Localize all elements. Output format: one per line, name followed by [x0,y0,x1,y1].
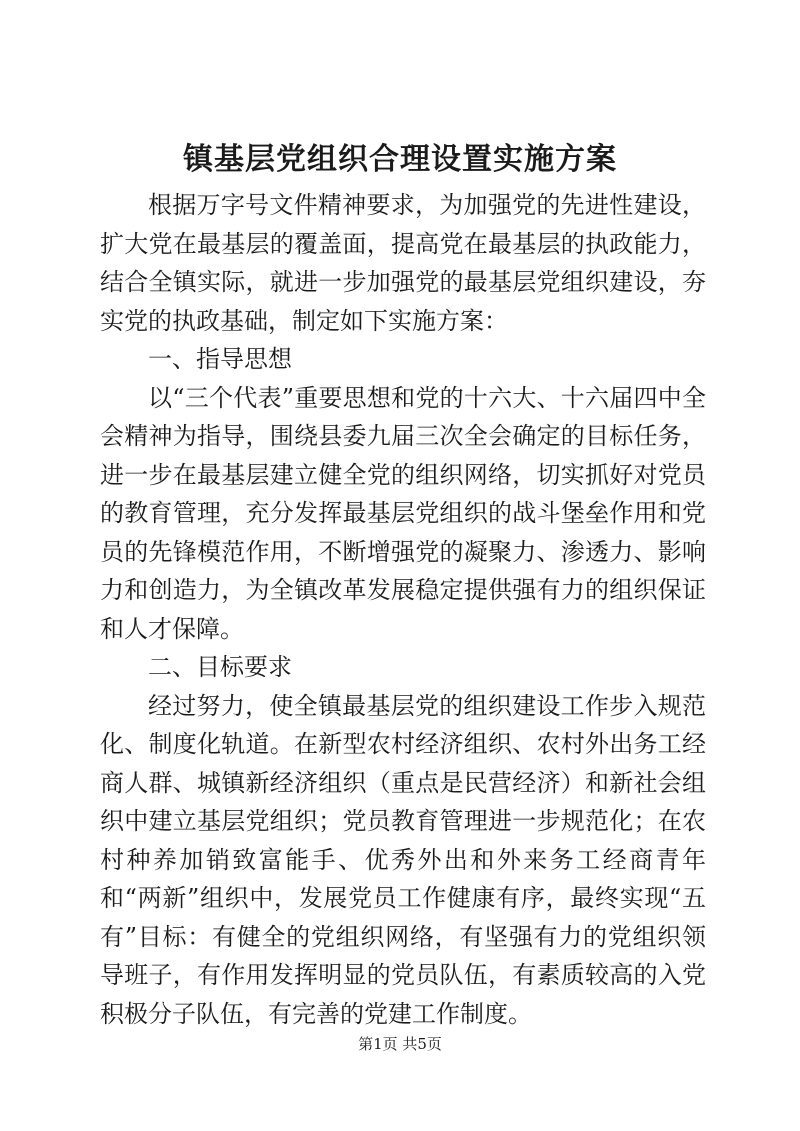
document-title: 镇基层党组织合理设置实施方案 [183,142,617,177]
guiding-ideology-paragraph: 以“三个代表”重要思想和党的十六大、十六届四中全会精神为指导，围绕县委九届三次全会确定的目标任务，进一步在最基层建立健全党的组织网络，切实抓好对党员的教育管理，充分发挥最基层党组织的战斗堡垒作用和党员的先锋模范作用，不断增强党的凝聚力、渗透力、影响力和创造力，为全镇改革发展稳定提供强有力的组织保证和人才保障。 [100,383,706,643]
goals-paragraph: 经过努力，使全镇最基层党的组织建设工作步入规范化、制度化轨道。在新型农村经济组织、农村外出务工经商人群、城镇新经济组织（重点是民营经济）和新社会组织中建立基层党组织；党员教育管理进一步规范化；在农村种养加销致富能手、优秀外出和外来务工经商青年和“两新”组织中，发展党员工作健康有序，最终实现“五有”目标：有健全的党组织网络，有坚强有力的党组织领导班子，有作用发挥明显的党员队伍，有素质较高的入党积极分子队伍，有完善的党建工作制度。 [100,691,706,1028]
section-heading-goals: 二、目标要求 [148,653,292,681]
document-body [100,186,706,1033]
intro-paragraph: 根据万字号文件精神要求，为加强党的先进性建设，扩大党在最基层的覆盖面，提高党在最基层的执政能力，结合全镇实际，就进一步加强党的最基层党组织建设，夯实党的执政基础，制定如下实施方案： [100,191,706,335]
section-heading-guiding-ideology: 一、指导思想 [148,345,292,373]
page-number-footer: 第1页 共5页 [358,1035,442,1053]
